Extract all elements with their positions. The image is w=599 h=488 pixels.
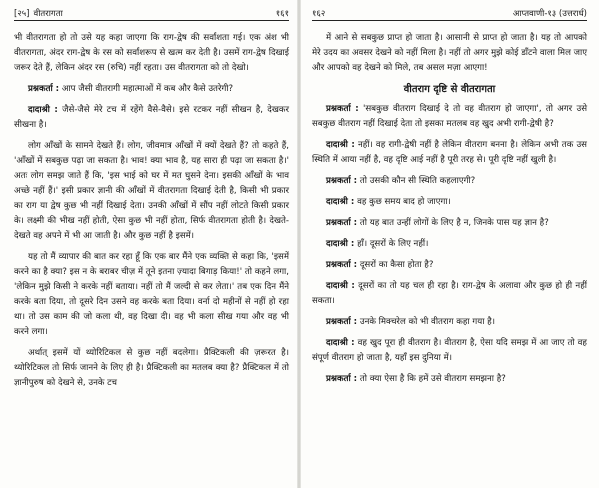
right-page-header [312, 6, 587, 21]
paragraph: लोग आँखों के सामने देखते हैं। लोग, जीवमात्र आँखों में क्यों देखते हैं? तो कहते हैं, 'आँखों में सबकुछ पढ़ा जा सकता है। भाव! क्या भाव है, यह सारा ही पढ़ा जा सकता है।' अतः लोग समझ जाते हैं कि, 'इस भाई को घर में मत घुसने देना। इसकी आँखों के भाव अच्छे नहीं हैं।' इसी प्रकार ज्ञानी की आँखों में वीतरागता दिखाई देती है, किसी भी प्रकार का राग या द्वेष कुछ भी नहीं दिखाई देता। उनकी आँखों में सौंप नहीं लोटते किसी प्रकार के। लक्ष्मी की भीख नहीं होती, ऐसा कुछ भी नहीं होता, सिर्फ वीतरागता होती है। देखते-देखते वह अपने में भी आ जाती है। और कुछ नहीं है इसमें। [14, 141, 289, 241]
paragraph: दादाश्री : नहीं। वह रागी-द्वेषी नहीं है लेकिन वीतराग बनना है। लेकिन अभी तक उस स्थिति में आया नहीं है, वह दृष्टि आई नहीं है पूरी तरह से। पूरी दृष्टि नहीं खुली है। [312, 140, 587, 165]
paragraph: दादाश्री : वह कुछ समय बाद हो जाएगा। [326, 197, 451, 207]
chapter-number: [२५] [14, 8, 30, 19]
paragraph: अर्थात् इसमें यों थ्योरिटिकल से कुछ नहीं बदलेगा। प्रैक्टिकली की ज़रूरत है। थ्योरिटिकल तो सिर्फ जानने के लिए ही है। प्रैक्टिकली का मतलब क्या है? प्रैक्टिकल में तो ज्ञानीपुरुष को देखने से, उनके टच [14, 348, 289, 388]
paragraph: में आने से सबकुछ प्राप्त हो जाता है। आसानी से प्राप्त हो जाता है। यह तो आपको मेरे उदय का अवसर देखने को नहीं मिला है। नहीं तो अगर मुझे कोई डाँटने वाला मिल जाए और आपको वह देखने को मिले, तब असल मज़ा आएगा! [312, 33, 587, 73]
paragraph: प्रश्नकर्ता : तो यह बात उन्हीं लोगों के लिए है न, जिनके पास यह ज्ञान है? [326, 218, 549, 228]
paragraph: प्रश्नकर्ता : दूसरों का कैसा होता है? [326, 260, 434, 270]
paragraph: यह तो मैं व्यापार की बात कर रहा हूँ कि एक बार मैंने एक व्यक्ति से कहा कि, 'इसमें करने का है क्या? इस न के बराबर चीज़ में तूने इतना ज़्यादा बिगाड़ किया!' तो कहने लगा, 'लेकिन मुझे किसी ने करके नहीं बताया। नहीं तो मैं जल्दी से कर लेता।' तब एक दिन मैंने करके बता दिया, तो दूसरे दिन उसने वह करके बता दिया। वर्ना दो महीनों से नहीं हो रहा था। तो उस काम की जो कला थी, वह दिखा दी। वह भी कला सीख गया और वह भी करने लगा। [14, 252, 289, 337]
left-page [0, 0, 299, 488]
page-number: १६२ [312, 8, 326, 19]
paragraph: प्रश्नकर्ता : तो क्या ऐसा है कि हमें उसे वीतराग समझना है? [326, 374, 506, 384]
paragraph: दादाश्री : वह खुद पूरा ही वीतराग है। वीतराग है, ऐसा यदि समझ में आ जाए तो वह संपूर्ण वीतराग हो जाता है, यहाँ इस दुनिया में। [312, 338, 587, 363]
page-number: १६१ [275, 8, 289, 19]
chapter-title: वीतरागता [33, 8, 63, 19]
paragraph: प्रश्नकर्ता : तो उसकी कौन सी स्थिति कहलाएगी? [326, 176, 476, 186]
paragraph: प्रश्नकर्ता : 'सबकुछ वीतराग दिखाई दे तो वह वीतराग हो जाएगा', तो अगर उसे सबकुछ वीतराग नहीं दिखाई देता तो इसका मतलब वह खुद अभी रागी-द्वेषी है? [312, 104, 588, 129]
left-page-header [14, 6, 289, 21]
section-heading: वीतराग दृष्टि से वीतरागता [403, 84, 496, 95]
paragraph: दादाश्री : दूसरों का तो यह चल ही रहा है। राग-द्वेष के अलावा और कुछ हो ही नहीं सकता। [312, 281, 587, 306]
paragraph: दादाश्री : जैसे-जैसे मेरे टच में रहेंगे वैसे-वैसे। इसे रटकर नहीं सीखन है, देखकर सीखना है। [14, 105, 289, 130]
paragraph: प्रश्नकर्ता : आप जैसी वीतरागी महात्माओं में कब और कैसे उतरेगी? [28, 84, 234, 94]
paragraph: दादाश्री : हाँ। दूसरों के लिए नहीं। [326, 239, 429, 249]
right-page [300, 0, 599, 488]
book-title: आप्तवाणी-१३ (उत्तरार्ध) [512, 8, 587, 19]
paragraph: प्रश्नकर्ता : उनके मिक्चरेल को भी वीतराग कहा गया है। [326, 317, 495, 327]
paragraph: भी वीतरागता हो तो उसे यह कहा जाएगा कि राग-द्वेष की सर्वांशता गई। एक अंश भी वीतरागता, अंदर राग-द्वेष के रस को सर्वांशरूप से खत्म कर देती है। उसमें राग-द्वेष दिखाई जरूर देते हैं, लेकिन अंदर रस (रुचि) नहीं रहता। उस वीतरागता को तो देखो। [14, 33, 289, 73]
